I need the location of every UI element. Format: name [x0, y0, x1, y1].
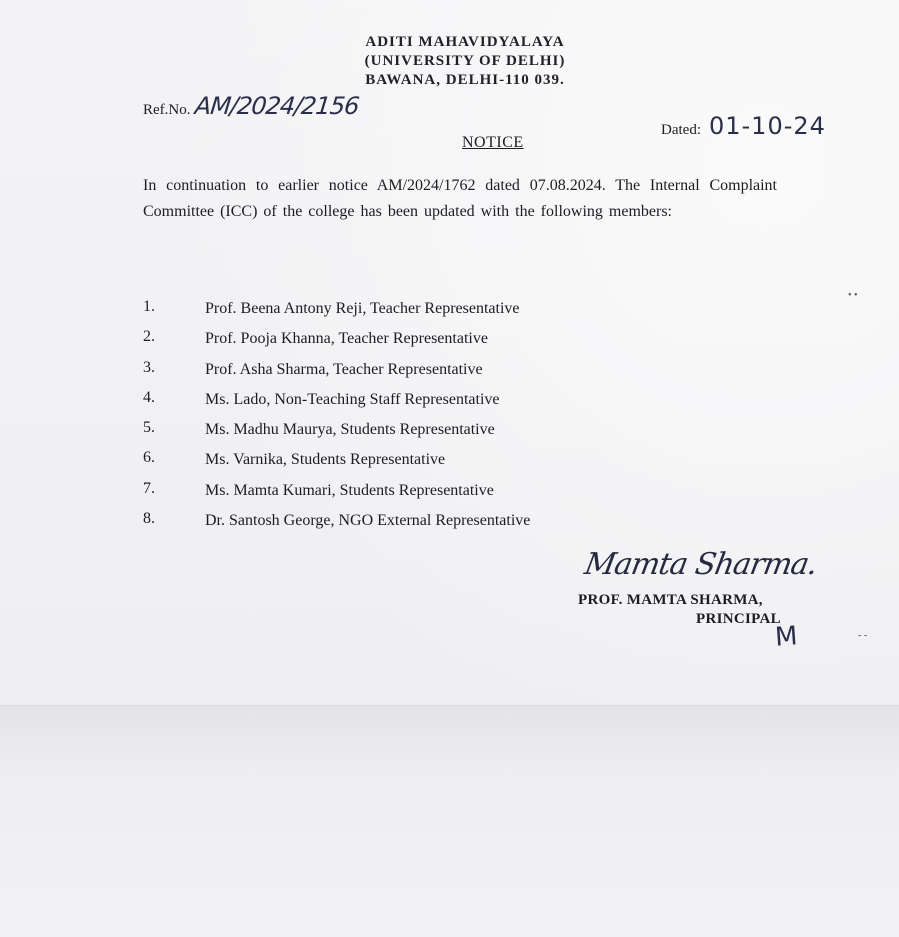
member-number: 5. [143, 419, 155, 437]
signature: Mamta Sharma. [581, 547, 820, 582]
university-name: (UNIVERSITY OF DELHI) [364, 53, 566, 69]
reference-number [143, 92, 358, 120]
member-text: Ms. Lado, Non-Teaching Staff Representative [205, 390, 500, 408]
paper-fold [0, 705, 899, 937]
signatory-name: PROF. MAMTA SHARMA, [578, 592, 763, 608]
signatory-title: PRINCIPAL [696, 611, 781, 627]
member-number: 1. [143, 298, 155, 315]
initials-mark: M [773, 621, 799, 653]
member-number: 2. [143, 328, 155, 346]
member-number: 8. [143, 510, 155, 528]
dated-line [661, 112, 826, 140]
college-address: BAWANA, DELHI-110 039. [365, 72, 565, 88]
college-header [340, 33, 590, 90]
dated-label: Dated: [661, 122, 701, 138]
reference-handwritten: AM/2024/2156 [193, 92, 360, 120]
member-number: 6. [143, 449, 155, 467]
paper-speck: • • [848, 290, 858, 301]
member-text: Prof. Pooja Khanna, Teacher Representative [205, 330, 488, 348]
college-name: ADITI MAHAVIDYALAYA [365, 34, 565, 50]
member-text: Ms. Varnika, Students Representative [205, 451, 446, 469]
member-number: 7. [143, 479, 155, 497]
member-text: Ms. Madhu Maurya, Students Representative [205, 421, 495, 439]
notice-body: In continuation to earlier notice AM/2024/1762 dated 07.08.2024. The Internal Complaint Committee (ICC) of the college has been updated with the following members: [143, 177, 777, 220]
notice-title: NOTICE [462, 134, 524, 151]
member-number: 4. [143, 388, 155, 406]
member-text: Prof. Beena Antony Reji, Teacher Representative [205, 300, 520, 317]
paper-speck: - - [858, 630, 868, 641]
member-number: 3. [143, 358, 155, 376]
dated-handwritten: 01-10-24 [708, 112, 826, 140]
member-text: Ms. Mamta Kumari, Students Representative [205, 481, 494, 499]
member-text: Dr. Santosh George, NGO External Representative [205, 512, 531, 530]
member-text: Prof. Asha Sharma, Teacher Representative [205, 360, 483, 378]
reference-label: Ref.No. [143, 102, 191, 118]
